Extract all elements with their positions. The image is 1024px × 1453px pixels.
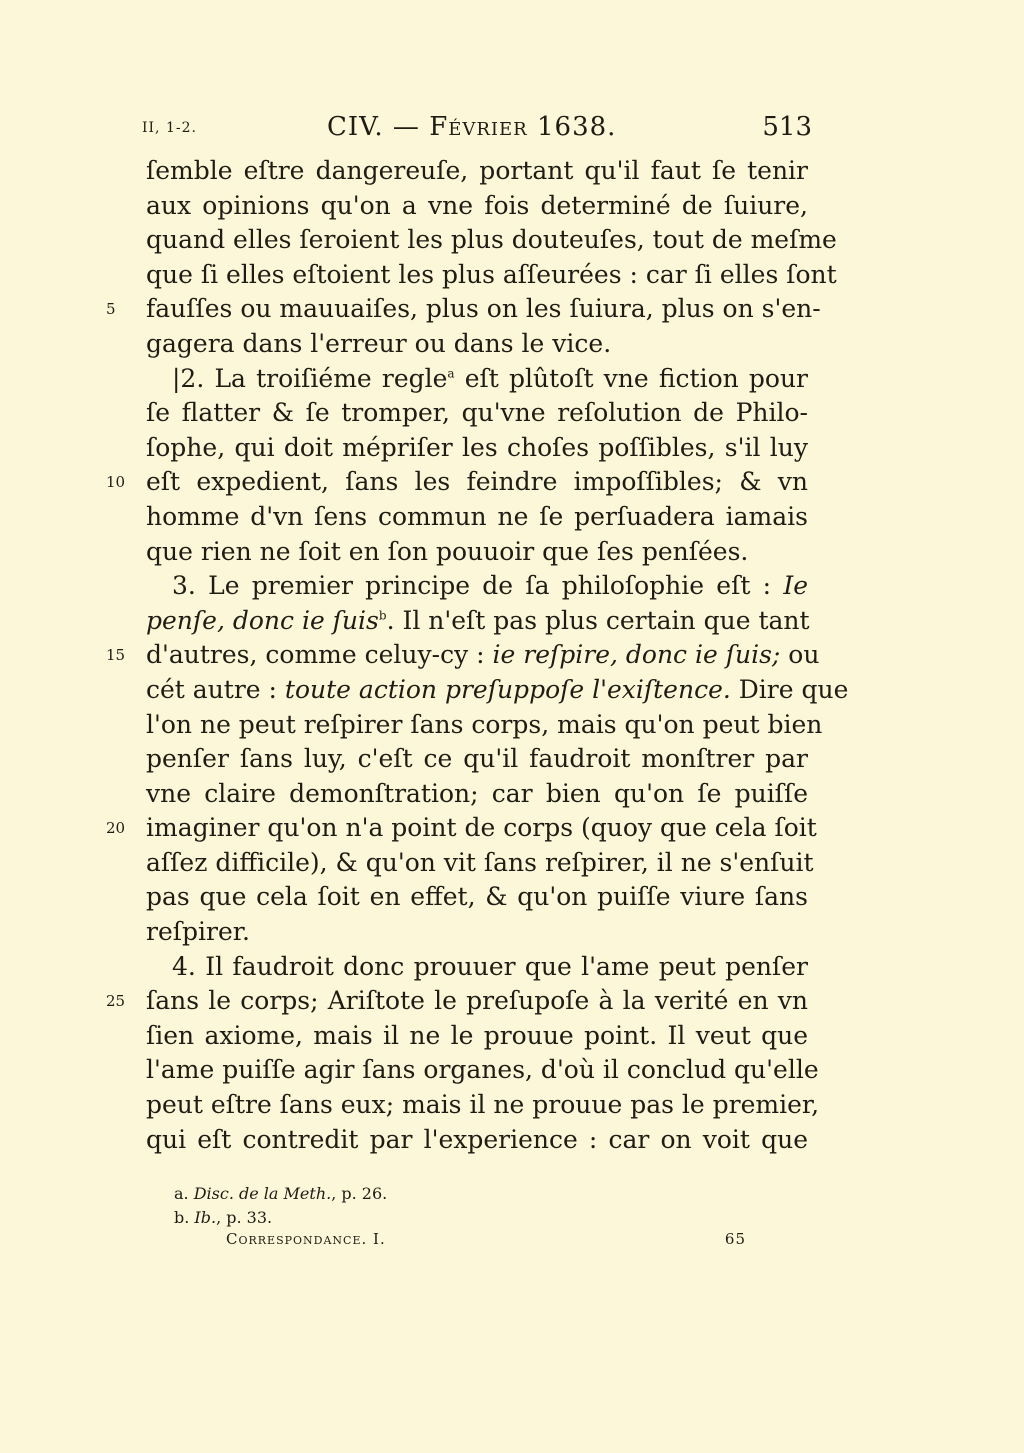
text-line: penſe, donc ie ſuis$^b$. Il n'eſt pas plus certain que tant — [146, 605, 810, 635]
line-number: 10 — [106, 473, 126, 492]
footnote-b: b. Ib., p. 33. — [174, 1208, 273, 1227]
text-line: penſer ſans luy, c'eſt ce qu'il faudroit monſtrer par — [146, 744, 808, 774]
text-line: |2. La troiſiéme regle$^a$ eſt plûtoſt vne fiction pour — [172, 363, 809, 393]
text-line: gagera dans l'erreur ou dans le vice. — [146, 328, 612, 358]
text-line: l'ame puiſſe agir ſans organes, d'où il conclud qu'elle — [146, 1055, 819, 1085]
text-line: homme d'vn ſens commun ne ſe perſuadera iamais — [146, 501, 808, 531]
footnote-ref: b — [378, 608, 387, 623]
footnotes — [174, 1182, 774, 1230]
text-line: 5 fauſſes ou mauuaiſes, plus on les ſuiura, plus on s'en- — [146, 292, 808, 327]
line-number: 25 — [106, 992, 126, 1011]
text-line: quand elles ſeroient les plus douteuſes, tout de meſme — [146, 225, 837, 255]
text-line: l'on ne peut reſpirer ſans corps, mais qu'on peut bien — [146, 709, 823, 739]
text-line: 20 imaginer qu'on n'a point de corps (quoy que cela ſoit — [146, 811, 808, 846]
footnote-ref: a — [447, 366, 455, 381]
signature-number: 65 — [724, 1230, 746, 1248]
body-text — [106, 154, 849, 1157]
signature-line — [226, 1230, 746, 1254]
line-number: 15 — [106, 646, 126, 665]
text-line: vne claire demonſtration; car bien qu'on ſe puiſſe — [146, 778, 808, 808]
page-number: 513 — [762, 112, 812, 142]
line-number: 5 — [106, 300, 116, 319]
signature-title: Correspondance. I. — [226, 1230, 386, 1248]
text-line: ſophe, qui doit mépriſer les choſes poſſibles, s'il luy — [146, 432, 808, 462]
header-volume-ref: II, 1-2. — [142, 120, 197, 136]
text-line: 25 ſans le corps; Ariſtote le preſupoſe à la verité en vn — [146, 984, 808, 1019]
footnote-a: a. Disc. de la Meth., p. 26. — [174, 1184, 388, 1203]
text-line: 4. Il faudroit donc prouuer que l'ame peut penſer — [172, 951, 808, 981]
text-line: qui eſt contredit par l'experience : car on voit que — [146, 1124, 808, 1154]
text-line: que ſi elles eſtoient les plus aſſeurées : car ſi elles ſont — [146, 259, 837, 289]
running-header — [142, 112, 812, 152]
text-line: ſemble eſtre dangereuſe, portant qu'il faut ſe tenir — [146, 156, 808, 185]
text-line: 3. Le premier principe de ſa philoſophie eſt : Ie — [172, 571, 808, 601]
text-line: peut eſtre ſans eux; mais il ne prouue pas le premier, — [146, 1090, 820, 1120]
text-line: 10 eſt expedient, ſans les feindre impoſſibles; & vn — [146, 465, 808, 500]
line-number: 20 — [106, 819, 126, 838]
text-line: pas que cela ſoit en effet, & qu'on puiſſe viure ſans — [146, 882, 808, 912]
text-line: que rien ne ſoit en ſon pouuoir que ſes penſées. — [146, 536, 749, 566]
header-title: CIV. — Février 1638. — [327, 112, 617, 142]
text-line: reſpirer. — [146, 917, 250, 947]
text-line: aux opinions qu'on a vne fois determiné de ſuiure, — [146, 190, 808, 220]
text-line: 15 d'autres, comme celuy-cy : ie reſpire, donc ie ſuis; ou — [146, 638, 808, 673]
text-line: aſſez difficile), & qu'on vit ſans reſpirer, il ne s'enſuit — [146, 847, 814, 877]
text-line: ſe flatter & ſe tromper, qu'vne reſolution de Philo- — [146, 398, 808, 428]
text-line: ſien axiome, mais il ne le prouue point. Il veut que — [146, 1020, 808, 1050]
text-line: cét autre : toute action preſuppoſe l'exiſtence. Dire que — [146, 674, 849, 704]
